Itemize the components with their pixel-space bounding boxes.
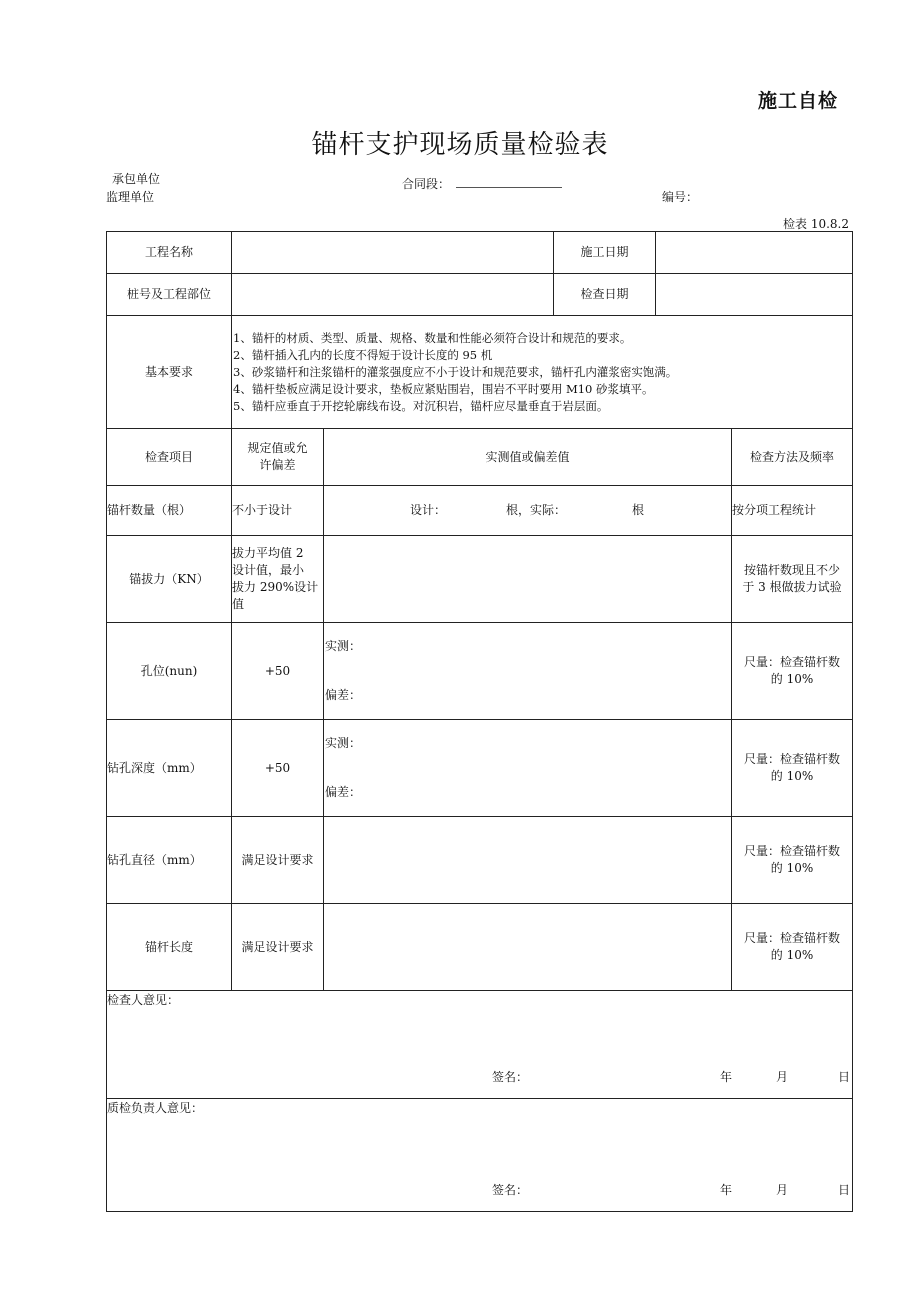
drill-depth-item: 钻孔深度（mm） [107, 720, 232, 817]
col-spec-header [232, 429, 324, 486]
drill-diameter-method [732, 817, 853, 904]
drill-depth-spec: +50 [232, 720, 324, 817]
row-drill-depth [107, 720, 853, 817]
hole-position-spec: +50 [232, 623, 324, 720]
measured-label: 实测： [325, 736, 362, 750]
col-spec-line1: 规定值或允 [247, 441, 308, 455]
form-number: 检表 10.8.2 [783, 217, 849, 231]
project-name-label: 工程名称 [107, 232, 232, 274]
drill-depth-measured [324, 720, 732, 817]
method-line: 的 10% [770, 861, 814, 875]
station-row [107, 274, 853, 316]
method-line: 尺量：检查锚杆数 [743, 931, 840, 945]
self-inspection-tag: 施工自检 [758, 90, 839, 112]
requirement-item: 5、锚杆应垂直于开挖轮廓线布设。对沉积岩，锚杆应尽量垂直于岩层面。 [233, 398, 609, 413]
pullout-spec [232, 536, 324, 623]
contract-blank-line [456, 178, 562, 188]
method-line: 的 10% [770, 948, 814, 962]
anchor-length-method [732, 904, 853, 991]
inspector-opinion-row [107, 991, 853, 1099]
basic-requirements-row [107, 316, 853, 429]
anchor-count-measured [324, 486, 732, 536]
supervisor-label: 监理单位 [106, 190, 155, 204]
signature-label: 签名： [492, 1183, 529, 1197]
pullout-method-line: 于 3 根做拔力试验 [742, 580, 842, 594]
measured-label: 实测： [325, 639, 362, 653]
method-line: 的 10% [770, 769, 814, 783]
hole-position-item: 孔位(nun) [107, 623, 232, 720]
pullout-spec-line: 拔力平均值 2 [232, 546, 304, 560]
deviation-label: 偏差： [325, 785, 362, 799]
pullout-spec-line: 值 [232, 597, 245, 611]
requirement-item: 3、砂浆锚杆和注浆锚杆的灌浆强度应不小于设计和规范要求，锚杆孔内灌浆密实饱满。 [233, 364, 678, 379]
contract-label: 合同段： [402, 177, 451, 191]
pullout-spec-line: 拔力 290%设计 [232, 580, 319, 594]
col-item-header: 检查项目 [107, 429, 232, 486]
col-method-header: 检查方法及频率 [732, 429, 853, 486]
inspection-table [106, 231, 853, 1212]
construction-date-value [656, 232, 853, 274]
anchor-count-item: 锚杆数量（根） [107, 486, 232, 536]
construction-date-label: 施工日期 [554, 232, 656, 274]
column-header-row [107, 429, 853, 486]
method-line: 的 10% [770, 672, 814, 686]
contractor-label: 承包单位 [112, 172, 161, 186]
project-row [107, 232, 853, 274]
basic-requirements-list [232, 316, 853, 429]
deviation-label: 偏差： [325, 688, 362, 702]
year-label: 年 [720, 1183, 733, 1197]
pullout-method-line: 按锚杆数现且不少 [743, 563, 840, 577]
method-line: 尺量：检查锚杆数 [743, 655, 840, 669]
qc-opinion [107, 1099, 853, 1212]
anchor-length-spec: 满足设计要求 [232, 904, 324, 991]
day-label: 日 [838, 1183, 851, 1197]
inspector-opinion-label: 检查人意见： [107, 993, 180, 1007]
hole-position-measured [324, 623, 732, 720]
unit-label: 根 [632, 503, 645, 517]
col-spec-line2: 许偏差 [259, 458, 296, 472]
project-name-value [232, 232, 554, 274]
inspection-date-label: 检查日期 [554, 274, 656, 316]
day-label: 日 [838, 1070, 851, 1084]
drill-diameter-item: 钻孔直径（mm） [107, 817, 232, 904]
method-line: 尺量：检查锚杆数 [743, 752, 840, 766]
basic-requirements-label: 基本要求 [107, 316, 232, 429]
serial-label: 编号： [662, 190, 699, 204]
method-line: 尺量：检查锚杆数 [743, 844, 840, 858]
pullout-spec-line: 设计值，最小 [232, 563, 305, 577]
station-value [232, 274, 554, 316]
qc-opinion-label: 质检负责人意见： [107, 1101, 204, 1115]
requirement-item: 1、锚杆的材质、类型、质量、规格、数量和性能必须符合设计和规范的要求。 [233, 330, 632, 345]
row-hole-position [107, 623, 853, 720]
month-label: 月 [776, 1070, 789, 1084]
pullout-item: 锚拔力（KN） [107, 536, 232, 623]
col-measured-header: 实测值或偏差值 [324, 429, 732, 486]
requirement-item: 4、锚杆垫板应满足设计要求，垫板应紧贴围岩，围岩不平时要用 M10 砂浆填平。 [233, 381, 654, 396]
drill-diameter-measured [324, 817, 732, 904]
design-label: 设计： [410, 503, 447, 517]
inspector-opinion [107, 991, 853, 1099]
row-anchor-length [107, 904, 853, 991]
hole-position-method [732, 623, 853, 720]
pullout-method [732, 536, 853, 623]
pullout-measured [324, 536, 732, 623]
anchor-count-method: 按分项工程统计 [732, 486, 853, 536]
inspection-date-value [656, 274, 853, 316]
row-pullout [107, 536, 853, 623]
actual-label: 根，实际： [506, 503, 567, 517]
row-drill-diameter [107, 817, 853, 904]
anchor-length-measured [324, 904, 732, 991]
station-label: 桩号及工程部位 [107, 274, 232, 316]
anchor-count-spec: 不小于设计 [232, 486, 324, 536]
anchor-length-item: 锚杆长度 [107, 904, 232, 991]
month-label: 月 [776, 1183, 789, 1197]
drill-diameter-spec: 满足设计要求 [232, 817, 324, 904]
drill-depth-method [732, 720, 853, 817]
qc-opinion-row [107, 1099, 853, 1212]
row-anchor-count [107, 486, 853, 536]
requirement-item: 2、锚杆插入孔内的长度不得短于设计长度的 95 机 [233, 347, 493, 362]
contract-section [402, 175, 562, 192]
year-label: 年 [720, 1070, 733, 1084]
page-title: 锚杆支护现场质量检验表 [311, 130, 609, 160]
signature-label: 签名： [492, 1070, 529, 1084]
